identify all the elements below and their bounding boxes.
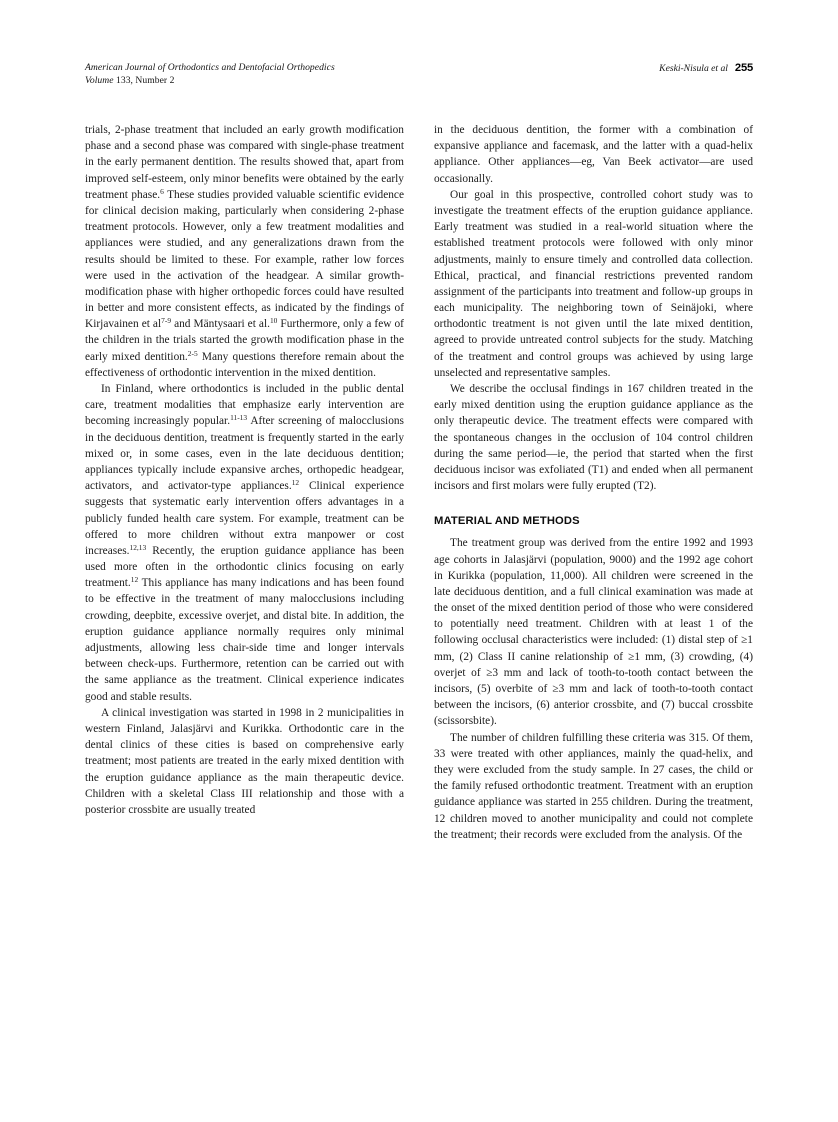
par-clinical-investigation: A clinical investigation was started in 1998 in 2 municipalities in western Finland, Jalasjärvi and Kurikka. Orthodontic care in the dental clinics of these cities is based on comprehensive early treatment; most patients are treated in the early mixed dentition with the eruption guidance appliance as the main therapeutic device. Children with a skeletal Class III relationship and those with a posterior crossbite are usually treated [85, 706, 404, 816]
par-finland: In Finland, where orthodontics is included in the public dental care, treatment modalities that emphasize early intervention are becoming increasingly popular.$^{11-13}$ After screening of malocclusions in the deciduous dentition, treatment is frequently started in the early mixed or, in some cases, even in the late deciduous dentition; appliances typically include expansive arches, orthopedic headgear, activators, and activator-type appliances.$^{12}$ Clinical experience suggests that systematic early intervention offers advantages in a publicly funded health care system. For example, treatment can be offered to more children without extra manpower or cost increases.$^{12,13}$ Recently, the eruption guidance appliance has been used more often in the orthodontic clinics focusing on early treatment.$^{12}$ This appliance has many indications and has been found to be effective in the treatment of many malocclusions including crowding, deepbite, excessive overjet, and distal bite. In addition, the eruption guidance appliance normally requires only minimal adjustments, allowing less chair-side time and longer intervals between check-ups. Furthermore, retention can be carried out with the same appliance as the treatment. Clinical experience indicates good and stable results. [85, 383, 404, 703]
reference-superscript: 12 [291, 478, 300, 488]
reference-superscript: 6 [160, 186, 164, 196]
running-head-authors-page [659, 62, 753, 76]
par-trials: trials, 2-phase treatment that included an early growth modification phase and a second phase was compared with single-phase treatment in the early permanent dentition. The results showed that, apart from improved self-esteem, only minor benefits were obtained by the early treatment phase.$^6$ These studies provided valuable scientific evidence for clinical decision making, particularly when considering 2-phase treatment protocols. However, only a few treatment modalities and appliances were studied, and any generalizations drawn from the results should be limited to these. For example, rather low forces were used in the activation of the headgear. A similar growth-modification phase with higher orthopedic forces could have resulted in better and more consistent effects, as indicated by the findings of Kirjavainen et $al^{7-9}$ and Mäntysaari et al.$^{10}$ Furthermore, only a few of the children in the trials started the growth modification phase in the early mixed dentition.$^{2-5}$ Many questions therefore remain about the effectiveness of orthodontic intervention in the mixed dentition. [85, 124, 405, 379]
volume-label: Volume [85, 74, 114, 86]
right-column-paragraphs [434, 122, 753, 494]
left-column-paragraphs [85, 122, 404, 818]
reference-superscript: 12 [130, 575, 139, 585]
reference-superscript: 2-5 [187, 348, 198, 358]
volume-value: 133, Number 2 [116, 74, 175, 86]
par-describe: We describe the occlusal findings in 167 children treated in the early mixed dentition using the eruption guidance appliance as the only therapeutic device. The treatment effects were compared with the spontaneous changes in the occlusion of 104 control children during the same period—ie, the period that started when the first deciduous incisor was exfoliated (T1) and ended when all permanent incisors and first molars were fully erupted (T2). [434, 383, 753, 493]
par-deciduous: in the deciduous dentition, the former with a combination of expansive appliance and facemask, and the latter with a quad-helix appliance. Other appliances—eg, Van Beek activator—are used occasionally. [434, 124, 753, 185]
column-left [85, 122, 404, 818]
par-number-children: The number of children fulfilling these criteria was 315. Of them, 33 were treated with other appliances, mainly the quad-helix, and they were excluded from the study sample. In 27 cases, the child or the family refused orthodontic treatment. Treatment with an eruption guidance appliance was started in 255 children. During the treatment, 12 children moved to another municipality and could not complete the treatment; their records were excluded from the analysis. Of the [434, 731, 753, 841]
running-head [85, 62, 753, 92]
journal-title: American Journal of Orthodontics and Dentofacial Orthopedics [85, 62, 335, 73]
author-citation: Keski-Nisula et al [659, 63, 728, 74]
par-goal: Our goal in this prospective, controlled cohort study was to investigate the treatment effects of the eruption guidance appliance. Early treatment was studied in a real-world situation where the established treatment protocols were followed with only minor adjustments, mainly to ensure timely and controlled data collection. Ethical, practical, and financial restrictions prevented random assignment of the participants into treatment and follow-up groups in each municipality. The neighboring town of Seinäjoki, where orthodontic treatment is not given until the late mixed dentition, agreed to provide untreated control subjects for the study. Matching of the treatment and control groups was achieved by using large unselected and representative samples. [434, 188, 753, 379]
right-column-paragraphs-after-heading [434, 535, 753, 843]
reference-superscript: 12,13 [129, 542, 147, 552]
par-treatment-group: The treatment group was derived from the entire 1992 and 1993 age cohorts in Jalasjärvi (population, 9000) and the 1992 age cohort in Kurikka (population, 11,000). All children were screened in the late deciduous dentition, and a full clinical examination was made at the onset of the mixed dentition period of those who were considered to potentially need treatment. Children with at least 1 of the following occlusal characteristics were included: (1) distal step of ≥1 mm, (2) Class II canine relationship of ≥1 mm, (3) crowding, (4) overjet of ≥3 mm and lack of tooth-to-tooth contact between the incisors, (5) overbite of ≥3 mm and lack of tooth-to-tooth contact between the incisors, (6) anterior crossbite, and (7) buccal crossbite (scissorsbite). [434, 537, 753, 728]
reference-superscript: 10 [269, 316, 278, 326]
section-heading-material-and-methods: MATERIAL AND METHODS [434, 515, 580, 528]
page-number: 255 [734, 62, 753, 74]
reference-superscript: 11-13 [230, 413, 248, 423]
journal-volume-line [85, 75, 515, 88]
article-body [85, 122, 753, 1062]
reference-superscript: 7-9 [161, 316, 172, 326]
column-right [434, 122, 753, 843]
running-head-journal [85, 62, 515, 87]
